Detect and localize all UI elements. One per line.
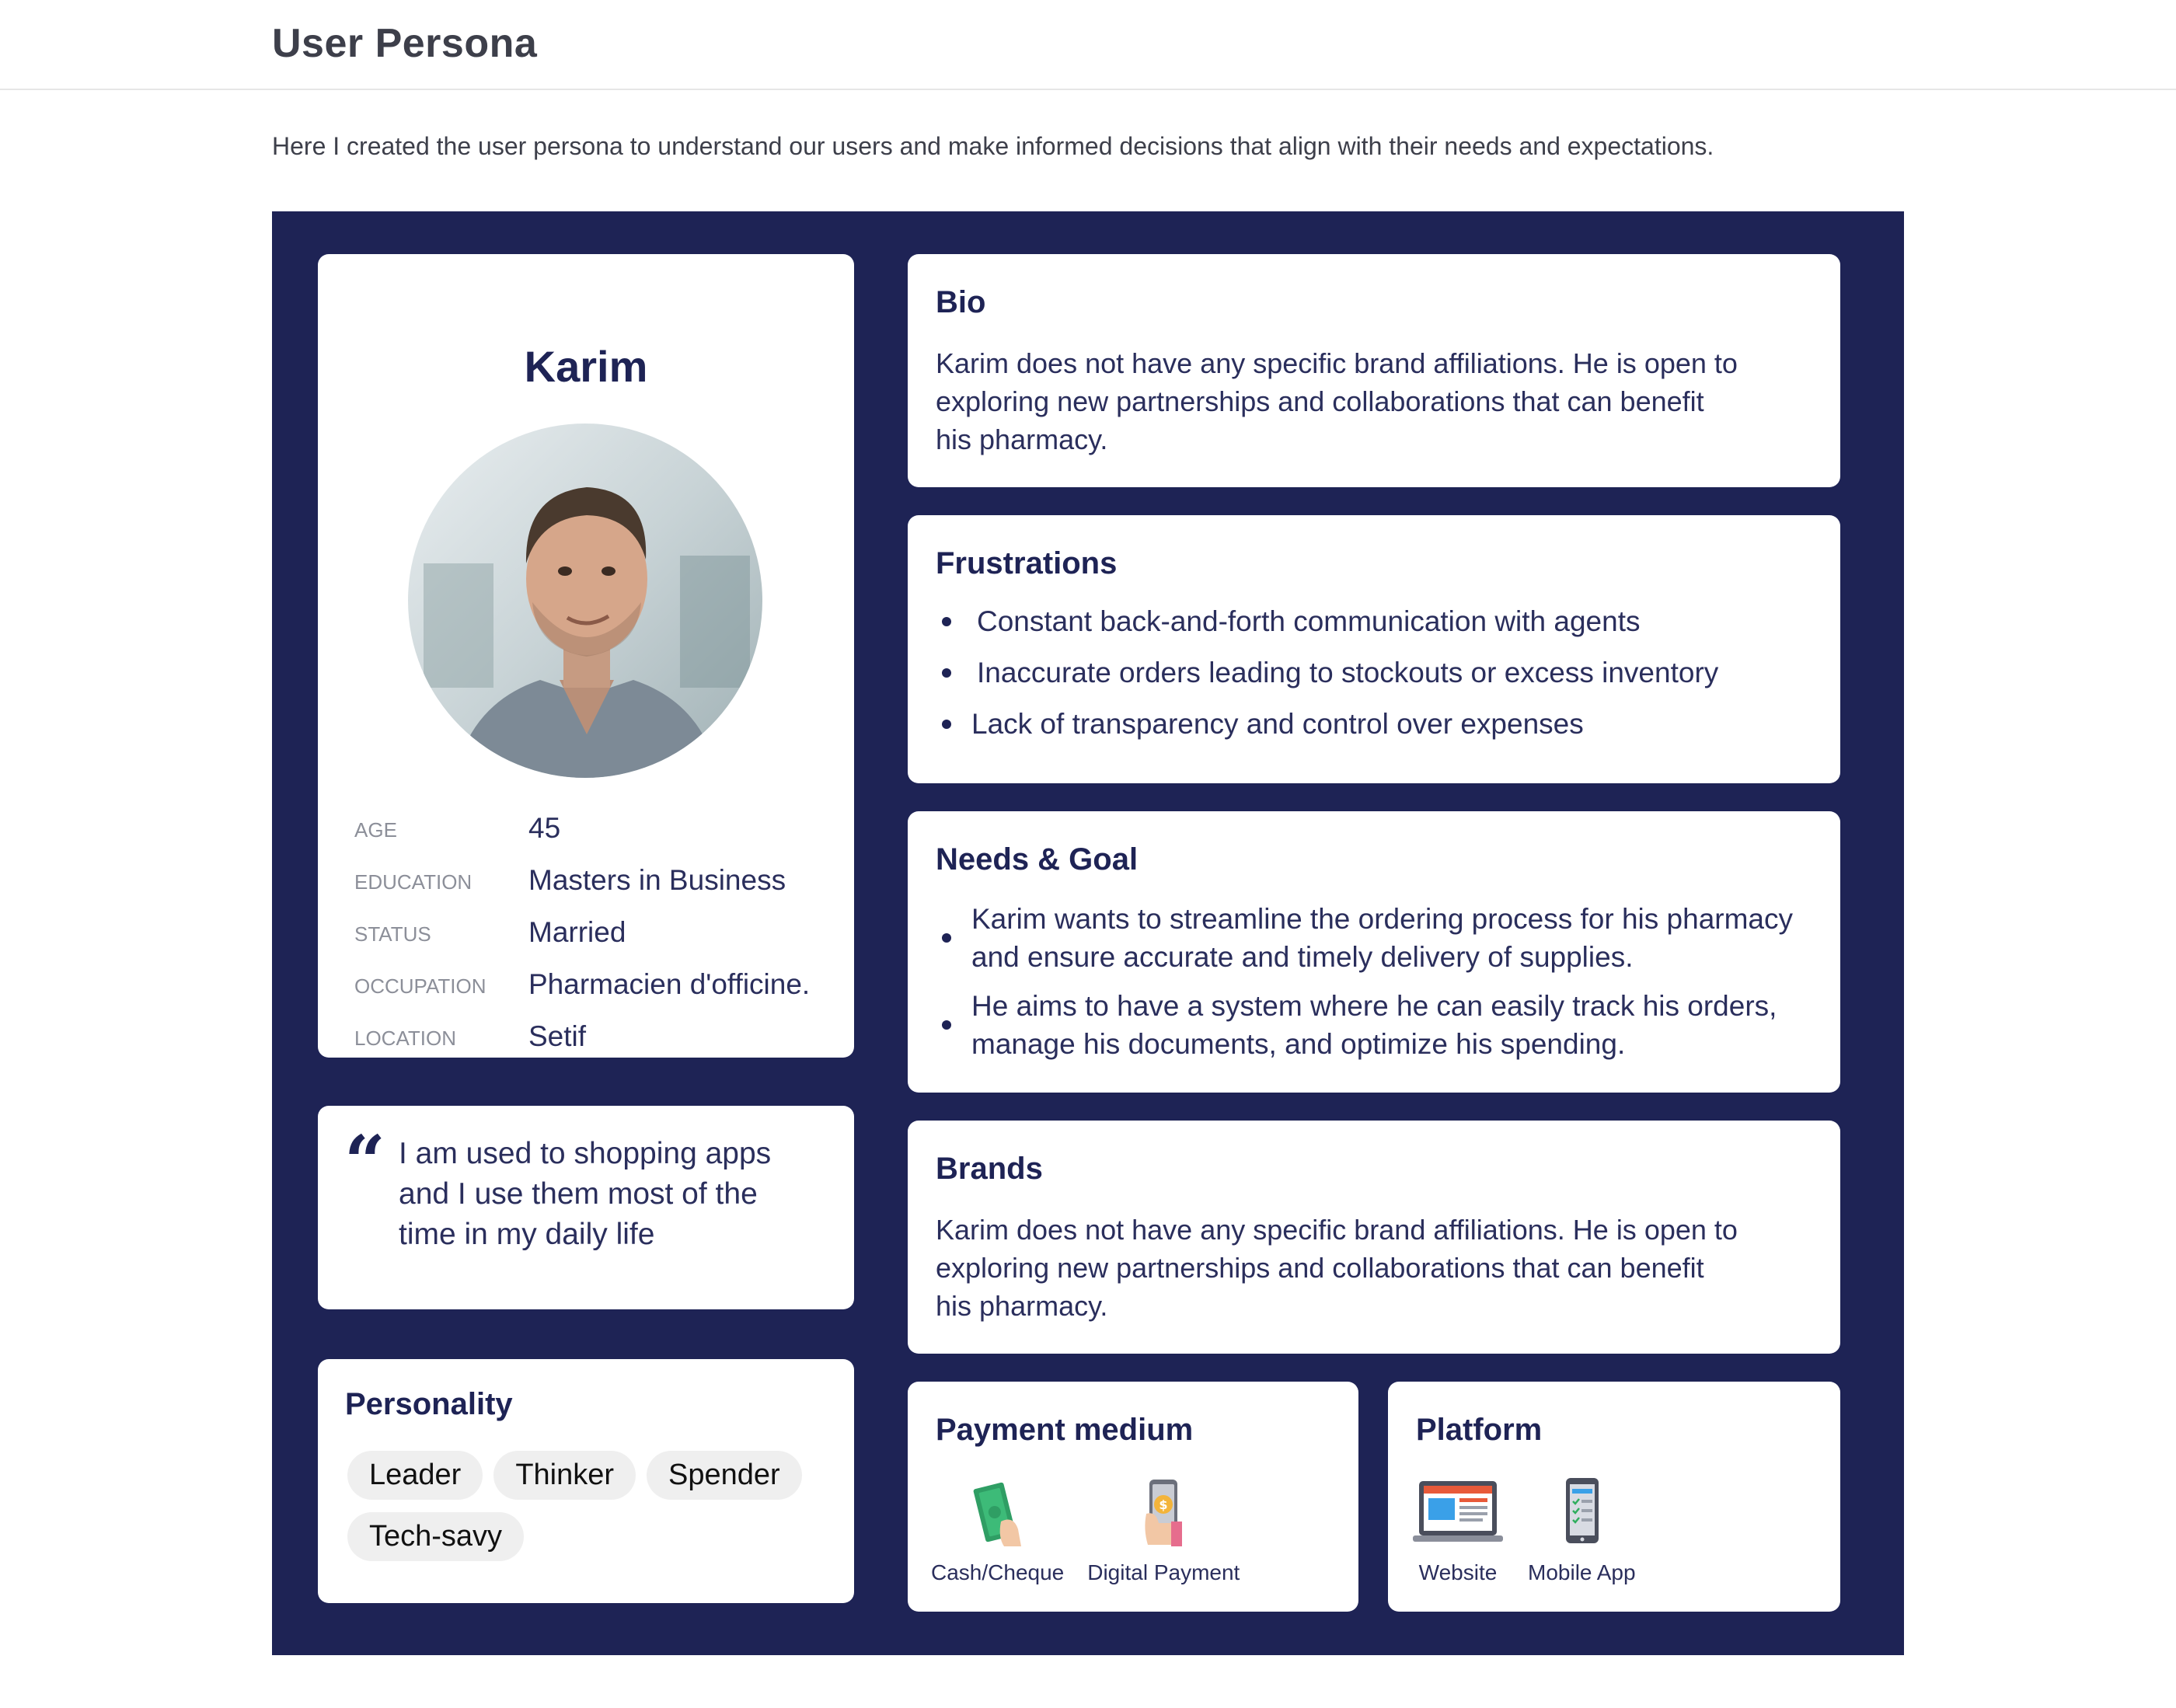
brands-card xyxy=(908,1121,1840,1354)
platform-mobile xyxy=(1528,1475,1636,1585)
list-item xyxy=(936,987,1822,1063)
list-item-line: manage his documents, and optimize his spending. xyxy=(971,1028,1626,1060)
bio-title: Bio xyxy=(936,285,986,319)
bio-line: his pharmacy. xyxy=(936,424,1108,455)
cash-icon xyxy=(959,1475,1037,1549)
personality-tag: Leader xyxy=(347,1451,483,1500)
quote-text xyxy=(399,1134,834,1255)
persona-name: Karim xyxy=(524,342,648,391)
payment-label: Cash/Cheque xyxy=(931,1560,1065,1584)
brands-line: his pharmacy. xyxy=(936,1290,1108,1322)
platform-label: Mobile App xyxy=(1528,1560,1636,1584)
fact-occupation xyxy=(354,964,836,1016)
payment-digital xyxy=(1087,1475,1240,1585)
list-item-line: He aims to have a system where he can easily track his orders, xyxy=(971,990,1777,1022)
digital-payment-icon xyxy=(1125,1475,1202,1549)
fact-value: Pharmacien d'officine. xyxy=(528,968,811,1000)
avatar xyxy=(408,424,762,778)
svg-text:$: $ xyxy=(1159,1497,1168,1512)
laptop-icon xyxy=(1411,1475,1505,1549)
payment-medium-card xyxy=(908,1382,1358,1612)
list-item xyxy=(936,900,1822,976)
fact-status xyxy=(354,912,836,964)
intro-text: Here I created the user persona to understand our users and make informed decisions that align with their needs and expectations. xyxy=(272,132,1714,160)
fact-value: Masters in Business xyxy=(528,864,786,896)
fact-label: OCCUPATION xyxy=(354,974,486,998)
quote-line: time in my daily life xyxy=(399,1218,655,1251)
brands-line: Karim does not have any specific brand affiliations. He is open to xyxy=(936,1214,1738,1246)
brands-line: exploring new partnerships and collaborations that can benefit xyxy=(936,1252,1704,1284)
needs-list xyxy=(936,900,1822,1074)
personality-tag: Spender xyxy=(647,1451,802,1500)
list-item: Lack of transparency and control over expenses xyxy=(936,699,1822,750)
list-item: Constant back-and-forth communication with agents xyxy=(936,596,1822,647)
personality-tags xyxy=(347,1451,829,1561)
frustrations-list xyxy=(936,596,1822,750)
brands-title: Brands xyxy=(936,1152,1043,1186)
fact-location xyxy=(354,1016,836,1068)
quote-card xyxy=(318,1106,854,1309)
fact-value: Married xyxy=(528,916,626,948)
profile-card xyxy=(318,254,854,1058)
quote-line: and I use them most of the xyxy=(399,1177,758,1211)
quote-icon: “ xyxy=(344,1120,385,1204)
fact-label: AGE xyxy=(354,818,397,842)
bio-line: Karim does not have any specific brand affiliations. He is open to xyxy=(936,347,1738,379)
quote-line: I am used to shopping apps xyxy=(399,1137,772,1170)
personality-tag: Thinker xyxy=(493,1451,636,1500)
payment-options xyxy=(931,1475,1240,1585)
personality-card xyxy=(318,1359,854,1603)
persona-facts xyxy=(354,807,836,1068)
fact-label: STATUS xyxy=(354,922,431,946)
platform-website xyxy=(1411,1475,1505,1585)
payment-title: Payment medium xyxy=(936,1413,1194,1447)
fact-value: Setif xyxy=(528,1020,587,1052)
persona-board xyxy=(272,211,1904,1655)
payment-label: Digital Payment xyxy=(1087,1560,1240,1584)
list-item-line: and ensure accurate and timely delivery of supplies. xyxy=(971,941,1634,973)
bio-text xyxy=(936,344,1806,458)
needs-title: Needs & Goal xyxy=(936,842,1139,877)
page-title: User Persona xyxy=(272,21,538,66)
platform-title: Platform xyxy=(1416,1413,1543,1447)
list-item: Inaccurate orders leading to stockouts or excess inventory xyxy=(936,647,1822,699)
top-bar xyxy=(0,0,2176,90)
frustrations-title: Frustrations xyxy=(936,546,1118,580)
platform-label: Website xyxy=(1418,1560,1498,1584)
personality-title: Personality xyxy=(345,1387,513,1421)
payment-cash xyxy=(931,1475,1064,1585)
fact-age xyxy=(354,807,836,859)
platform-card xyxy=(1388,1382,1840,1612)
fact-education xyxy=(354,859,836,912)
platform-options xyxy=(1411,1475,1636,1585)
fact-value: 45 xyxy=(528,812,561,844)
list-item-line: Karim wants to streamline the ordering process for his pharmacy xyxy=(971,903,1793,935)
mobile-app-icon xyxy=(1543,1475,1620,1549)
bio-card xyxy=(908,254,1840,487)
fact-label: EDUCATION xyxy=(354,870,473,894)
needs-goal-card xyxy=(908,811,1840,1093)
personality-tag: Tech-savy xyxy=(347,1512,524,1561)
bio-line: exploring new partnerships and collaborations that can benefit xyxy=(936,385,1704,417)
brands-text xyxy=(936,1211,1806,1325)
frustrations-card xyxy=(908,515,1840,783)
fact-label: LOCATION xyxy=(354,1027,456,1050)
